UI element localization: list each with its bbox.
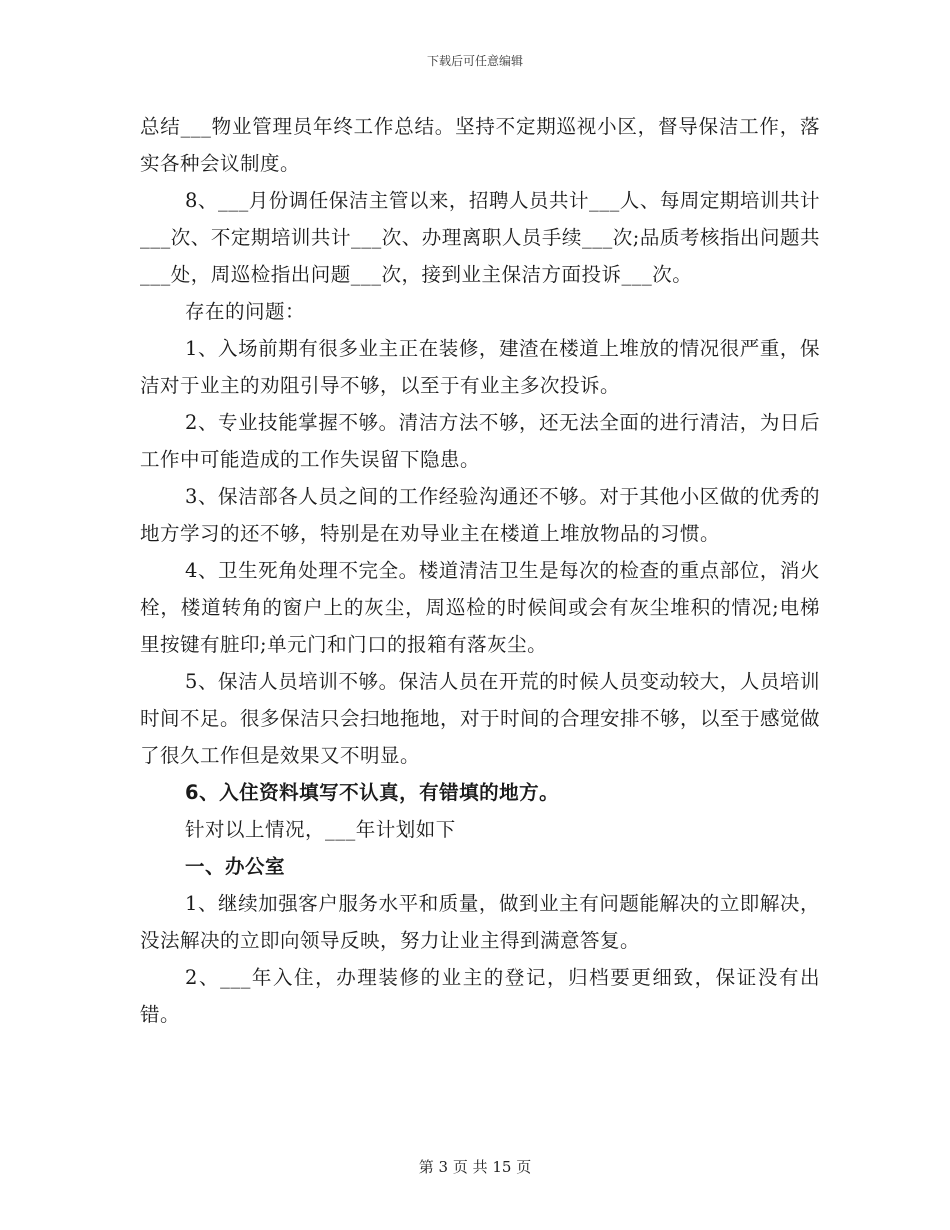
paragraph-8: 5、保洁人员培训不够。保洁人员在开荒的时候人员变动较大，人员培训时间不足。很多保洁只会扫地拖地，对于时间的合理安排不够，以至于感觉做了很久工作但是效果又不明显。 (140, 670, 821, 767)
paragraph-10: 针对以上情况，___年计划如下 (185, 818, 456, 841)
paragraph-7: 4、卫生死角处理不完全。楼道清洁卫生是每次的检查的重点部位，消火栓，楼道转角的窗户上的灰尘，周巡检的时候间或会有灰尘堆积的情况;电梯里按键有脏印;单元门和门口的报箱有落灰尘。 (140, 559, 820, 656)
document-body (140, 108, 820, 1033)
section-heading-office: 一、办公室 (185, 855, 286, 878)
paragraph-13: 2、___年入住，办理装修的业主的登记，归档要更细致，保证没有出错。 (140, 966, 820, 1026)
paragraph-3: 存在的问题： (185, 300, 306, 323)
paragraph-9-bold: 6、入住资料填写不认真，有错填的地方。 (185, 781, 560, 804)
paragraph-6: 3、保洁部各人员之间的工作经验沟通还不够。对于其他小区做的优秀的地方学习的还不够，特别是在劝导业主在楼道上堆放物品的习惯。 (140, 485, 820, 545)
paragraph-5: 2、专业技能掌握不够。清洁方法不够，还无法全面的进行清洁，为日后工作中可能造成的工作失误留下隐患。 (140, 411, 820, 471)
paragraph-12: 1、继续加强客户服务水平和质量，做到业主有问题能解决的立即解决，没法解决的立即向领导反映，努力让业主得到满意答复。 (140, 892, 820, 952)
page-header: 下载后可任意编辑 (426, 54, 523, 68)
paragraph-4: 1、入场前期有很多业主正在装修，建渣在楼道上堆放的情况很严重，保洁对于业主的劝阻引导不够，以至于有业主多次投诉。 (140, 337, 820, 397)
paragraph-1: 总结___物业管理员年终工作总结。坚持不定期巡视小区，督导保洁工作，落实各种会议制度。 (140, 115, 820, 175)
page-footer: 第 3 页 共 15 页 (418, 1158, 532, 1176)
paragraph-2: 8、___月份调任保洁主管以来，招聘人员共计___人、每周定期培训共计___次、不定期培训共计___次、办理离职人员手续___次;品质考核指出问题共___处，周巡检指出问题___次，接到业主保洁方面投诉___次。 (140, 189, 820, 286)
